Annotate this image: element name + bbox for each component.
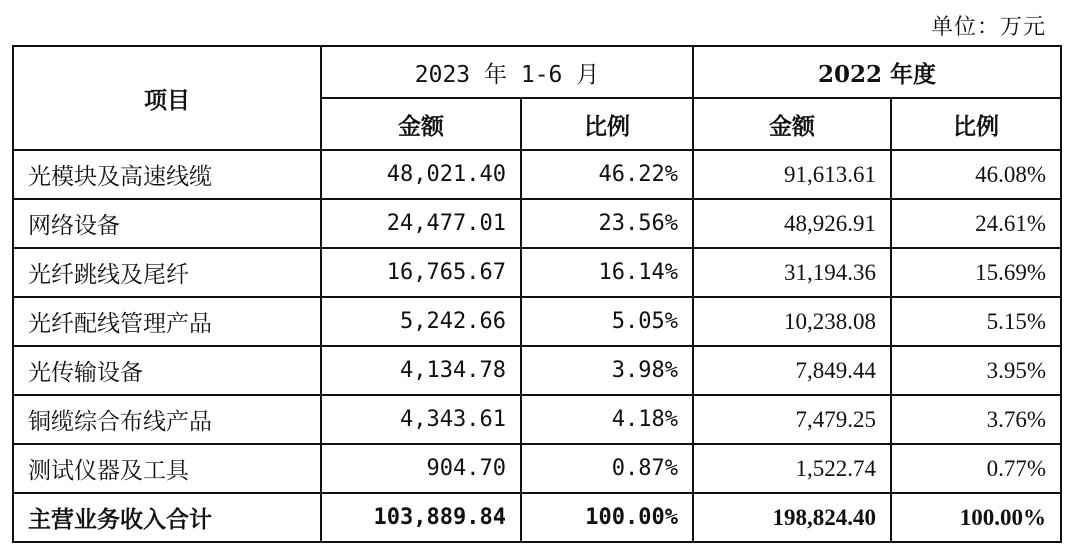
total-amount-2022: 198,824.40: [693, 493, 891, 542]
total-amount-2023h1: 103,889.84: [321, 493, 521, 542]
row-ratio-2022: 3.95%: [891, 346, 1061, 395]
table-row: [13, 248, 1061, 297]
row-name: 铜缆综合布线产品: [13, 395, 321, 444]
row-amount-2023h1: 4,343.61: [321, 395, 521, 444]
row-ratio-2022: 5.15%: [891, 297, 1061, 346]
row-ratio-2023h1: 23.56%: [521, 199, 693, 248]
row-name: 光传输设备: [13, 346, 321, 395]
header-item: 项目: [13, 46, 321, 150]
row-ratio-2023h1: 5.05%: [521, 297, 693, 346]
row-amount-2022: 7,849.44: [693, 346, 891, 395]
row-ratio-2022: 15.69%: [891, 248, 1061, 297]
header-period-2023h1: 2023 年 1-6 月: [321, 46, 693, 98]
table-row: [13, 395, 1061, 444]
unit-label: 单位：万元: [930, 15, 1046, 40]
revenue-table: [12, 45, 1062, 543]
total-ratio-2023h1: 100.00%: [521, 493, 693, 542]
row-name: 光纤跳线及尾纤: [13, 248, 321, 297]
row-amount-2023h1: 5,242.66: [321, 297, 521, 346]
table-row: [13, 346, 1061, 395]
header-ratio-2023h1: 比例: [521, 98, 693, 150]
header-amount-2022: 金额: [693, 98, 891, 150]
row-amount-2022: 7,479.25: [693, 395, 891, 444]
row-ratio-2023h1: 4.18%: [521, 395, 693, 444]
table-row: [13, 444, 1061, 493]
row-name: 测试仪器及工具: [13, 444, 321, 493]
table-row: [13, 199, 1061, 248]
row-amount-2022: 31,194.36: [693, 248, 891, 297]
row-ratio-2023h1: 16.14%: [521, 248, 693, 297]
header-amount-2023h1: 金额: [321, 98, 521, 150]
header-period-2022: 2022 年度: [693, 46, 1061, 98]
header-ratio-2022: 比例: [891, 98, 1061, 150]
row-amount-2022: 48,926.91: [693, 199, 891, 248]
row-amount-2022: 10,238.08: [693, 297, 891, 346]
row-ratio-2023h1: 3.98%: [521, 346, 693, 395]
table-row: [13, 150, 1061, 199]
row-ratio-2022: 24.61%: [891, 199, 1061, 248]
row-name: 网络设备: [13, 199, 321, 248]
row-amount-2023h1: 4,134.78: [321, 346, 521, 395]
row-amount-2023h1: 16,765.67: [321, 248, 521, 297]
total-name: 主营业务收入合计: [13, 493, 321, 542]
row-amount-2023h1: 24,477.01: [321, 199, 521, 248]
total-ratio-2022: 100.00%: [891, 493, 1061, 542]
row-amount-2022: 1,522.74: [693, 444, 891, 493]
row-amount-2022: 91,613.61: [693, 150, 891, 199]
row-ratio-2023h1: 46.22%: [521, 150, 693, 199]
row-ratio-2022: 3.76%: [891, 395, 1061, 444]
total-row: [13, 493, 1061, 542]
row-name: 光模块及高速线缆: [13, 150, 321, 199]
row-amount-2023h1: 904.70: [321, 444, 521, 493]
row-ratio-2022: 0.77%: [891, 444, 1061, 493]
row-ratio-2023h1: 0.87%: [521, 444, 693, 493]
row-ratio-2022: 46.08%: [891, 150, 1061, 199]
table-row: [13, 297, 1061, 346]
row-amount-2023h1: 48,021.40: [321, 150, 521, 199]
row-name: 光纤配线管理产品: [13, 297, 321, 346]
